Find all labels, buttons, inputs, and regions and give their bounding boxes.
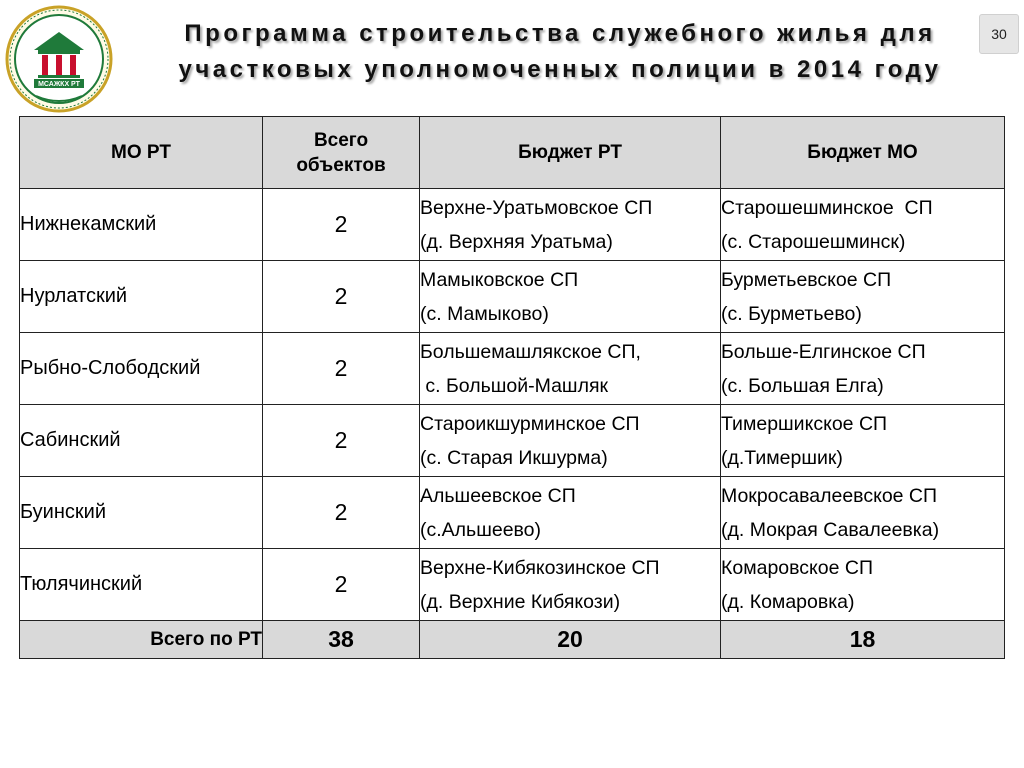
- housing-program-table: [19, 116, 1005, 659]
- budget-rt-settlement: Альшеевское СП: [420, 484, 576, 507]
- budget-mo-village: (с. Старошешминск): [721, 230, 906, 253]
- table-row: [20, 549, 1005, 621]
- budget-rt-settlement: Большемашлякское СП,: [420, 340, 641, 363]
- budget-mo-cell: [721, 333, 1005, 405]
- table-row: [20, 477, 1005, 549]
- table-row: [20, 333, 1005, 405]
- object-count: 2: [263, 405, 420, 477]
- region-name: Тюлячинский: [20, 549, 263, 621]
- budget-rt-cell: [420, 333, 721, 405]
- column-header-budget-rt: Бюджет РТ: [420, 117, 721, 189]
- table-row: [20, 261, 1005, 333]
- total-budget-mo: 18: [721, 621, 1005, 659]
- budget-rt-settlement: Верхне-Уратьмовское СП: [420, 196, 653, 219]
- table-row: [20, 405, 1005, 477]
- region-name: Сабинский: [20, 405, 263, 477]
- budget-rt-cell: [420, 405, 721, 477]
- budget-mo-settlement: Больше-Елгинское СП: [721, 340, 926, 363]
- page-number: 30: [979, 14, 1019, 54]
- budget-rt-village: с. Большой-Машляк: [420, 374, 609, 397]
- budget-mo-settlement: Старошешминское СП: [721, 196, 933, 219]
- budget-rt-village: (с. Старая Икшурма): [420, 446, 608, 469]
- object-count: 2: [263, 333, 420, 405]
- budget-mo-village: (с. Большая Елга): [721, 374, 884, 397]
- object-count: 2: [263, 261, 420, 333]
- column-header-budget-mo: Бюджет МО: [721, 117, 1005, 189]
- region-name: Рыбно-Слободский: [20, 333, 263, 405]
- total-label: Всего по РТ: [20, 621, 263, 659]
- budget-rt-village: (с.Альшеево): [420, 518, 542, 541]
- total-budget-rt: 20: [420, 621, 721, 659]
- budget-mo-village: (д.Тимершик): [721, 446, 843, 469]
- title-line-2: участковых уполномоченных полиции в 2014 году: [178, 56, 942, 83]
- budget-rt-cell: [420, 549, 721, 621]
- budget-mo-cell: [721, 405, 1005, 477]
- region-name: Нурлатский: [20, 261, 263, 333]
- slide-title: [120, 16, 1000, 88]
- budget-mo-settlement: Бурметьевское СП: [721, 268, 892, 291]
- object-count: 2: [263, 477, 420, 549]
- budget-rt-village: (с. Мамыково): [420, 302, 549, 325]
- svg-text:МСАЖКХ РТ: МСАЖКХ РТ: [38, 81, 80, 88]
- budget-mo-settlement: Мокросавалеевское СП: [721, 484, 938, 507]
- budget-mo-village: (с. Бурметьево): [721, 302, 862, 325]
- title-line-1: Программа строительства служебного жилья для: [184, 20, 936, 47]
- region-name: Буинский: [20, 477, 263, 549]
- column-header-total-objects-text: Всего объектов: [296, 129, 386, 176]
- column-header-total-objects: [263, 117, 420, 189]
- column-header-mo: МО РТ: [20, 117, 263, 189]
- table-header-row: [20, 117, 1005, 189]
- total-count: 38: [263, 621, 420, 659]
- table-row: [20, 189, 1005, 261]
- object-count: 2: [263, 549, 420, 621]
- budget-rt-cell: [420, 261, 721, 333]
- organization-logo: [4, 4, 114, 114]
- budget-rt-settlement: Верхне-Кибякозинское СП: [420, 556, 660, 579]
- budget-mo-village: (д. Мокрая Савалеевка): [721, 518, 940, 541]
- budget-rt-village: (д. Верхняя Уратьма): [420, 230, 613, 253]
- budget-rt-settlement: Мамыковское СП: [420, 268, 579, 291]
- budget-mo-settlement: Комаровское СП: [721, 556, 873, 579]
- region-name: Нижнекамский: [20, 189, 263, 261]
- budget-mo-cell: [721, 189, 1005, 261]
- object-count: 2: [263, 189, 420, 261]
- total-row: [20, 621, 1005, 659]
- budget-mo-village: (д. Комаровка): [721, 590, 855, 613]
- budget-mo-cell: [721, 261, 1005, 333]
- budget-mo-cell: [721, 549, 1005, 621]
- budget-rt-village: (д. Верхние Кибякози): [420, 590, 621, 613]
- budget-rt-settlement: Староикшурминское СП: [420, 412, 640, 435]
- budget-rt-cell: [420, 189, 721, 261]
- budget-mo-settlement: Тимершикское СП: [721, 412, 888, 435]
- budget-rt-cell: [420, 477, 721, 549]
- budget-mo-cell: [721, 477, 1005, 549]
